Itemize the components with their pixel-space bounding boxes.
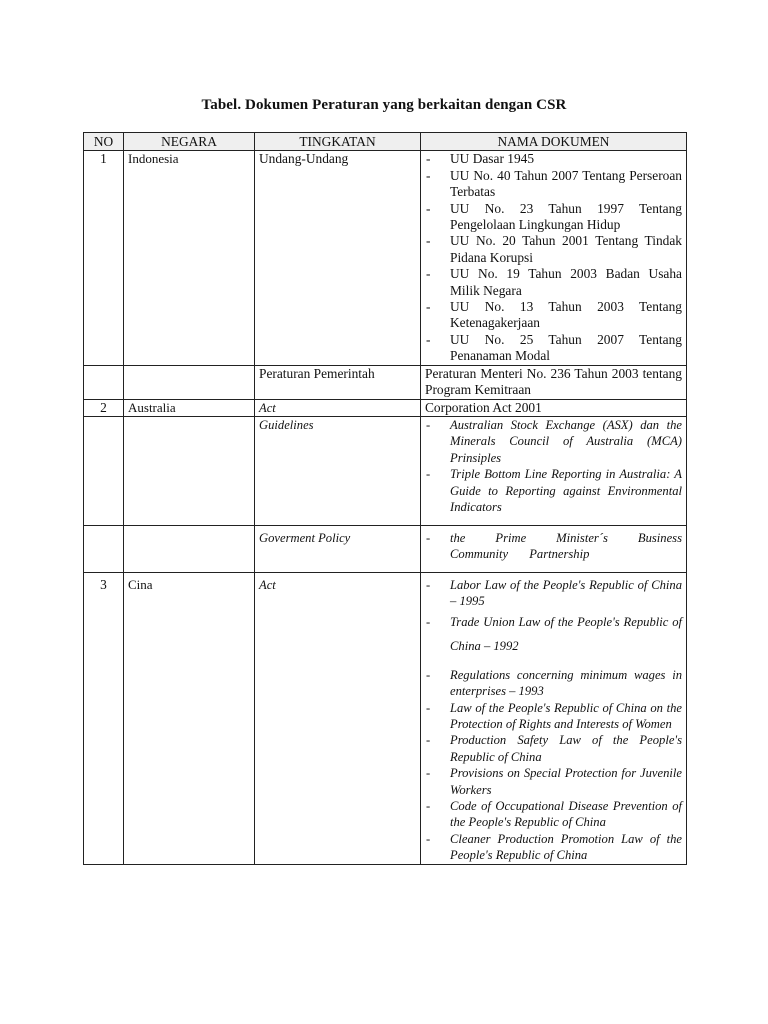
list-item: - UU Dasar 1945 (425, 151, 682, 167)
list-item: - Provisions on Special Protection for Juvenile Workers (425, 765, 682, 798)
level-cell: Undang-Undang (255, 151, 421, 365)
documents-cell (421, 525, 687, 572)
table-row (84, 151, 687, 365)
table-header-row (84, 133, 687, 151)
list-item: - UU No. 19 Tahun 2003 Badan Usaha Milik Negara (425, 266, 682, 299)
list-item: - Labor Law of the People's Republic of China – 1995 (425, 577, 682, 610)
document-list (425, 577, 682, 864)
country-cell: Cina (124, 572, 255, 864)
table-row (84, 399, 687, 416)
row-number (84, 416, 124, 525)
country-cell (124, 525, 255, 572)
document-list (425, 417, 682, 515)
list-item: - UU No. 20 Tahun 2001 Tentang Tindak Pidana Korupsi (425, 233, 682, 266)
list-item: - Law of the People's Republic of China on the Protection of Rights and Interests of Women (425, 700, 682, 733)
level-cell: Goverment Policy (255, 525, 421, 572)
list-item: - UU No. 40 Tahun 2007 Tentang Perseroan Terbatas (425, 168, 682, 201)
list-item: - UU No. 23 Tahun 1997 Tentang Pengelolaan Lingkungan Hidup (425, 201, 682, 234)
list-item: - UU No. 25 Tahun 2007 Tentang Penanaman Modal (425, 332, 682, 365)
list-item: - Regulations concerning minimum wages in enterprises – 1993 (425, 667, 682, 700)
list-item: - Trade Union Law of the People's Republic of China – 1992 (425, 610, 682, 658)
row-number (84, 525, 124, 572)
list-item: - Australian Stock Exchange (ASX) dan the Minerals Council of Australia (MCA) Prinsiples (425, 417, 682, 466)
documents-cell (421, 572, 687, 864)
level-cell: Act (255, 572, 421, 864)
level-cell: Guidelines (255, 416, 421, 525)
documents-cell: Peraturan Menteri No. 236 Tahun 2003 tentang Program Kemitraan (421, 365, 687, 399)
row-number: 3 (84, 572, 124, 864)
list-item: - UU No. 13 Tahun 2003 Tentang Ketenagakerjaan (425, 299, 682, 332)
country-cell (124, 365, 255, 399)
list-item: - Code of Occupational Disease Prevention of the People's Republic of China (425, 798, 682, 831)
document-list (425, 151, 682, 364)
header-nama-dokumen: NAMA DOKUMEN (421, 133, 687, 151)
table-row (84, 365, 687, 399)
header-negara: NEGARA (124, 133, 255, 151)
documents-cell (421, 416, 687, 525)
documents-cell (421, 151, 687, 365)
country-cell (124, 416, 255, 525)
header-no: NO (84, 133, 124, 151)
list-item: - Triple Bottom Line Reporting in Australia: A Guide to Reporting against Environmental Indicators (425, 466, 682, 515)
page-title: Tabel. Dokumen Peraturan yang berkaitan dengan CSR (201, 97, 567, 113)
csr-regulation-table (83, 132, 687, 865)
country-cell: Australia (124, 399, 255, 416)
header-tingkatan: TINGKATAN (255, 133, 421, 151)
list-item: - Cleaner Production Promotion Law of the People's Republic of China (425, 831, 682, 864)
list-item: - the Prime Minister´s Business Community Partnership (425, 530, 682, 563)
document-list (425, 530, 682, 563)
table-row (84, 572, 687, 864)
country-cell: Indonesia (124, 151, 255, 365)
row-number (84, 365, 124, 399)
table-row (84, 525, 687, 572)
level-cell: Act (255, 399, 421, 416)
row-number: 1 (84, 151, 124, 365)
row-number: 2 (84, 399, 124, 416)
list-item: - Production Safety Law of the People's Republic of China (425, 732, 682, 765)
level-cell: Peraturan Pemerintah (255, 365, 421, 399)
documents-cell: Corporation Act 2001 (421, 399, 687, 416)
table-row (84, 416, 687, 525)
